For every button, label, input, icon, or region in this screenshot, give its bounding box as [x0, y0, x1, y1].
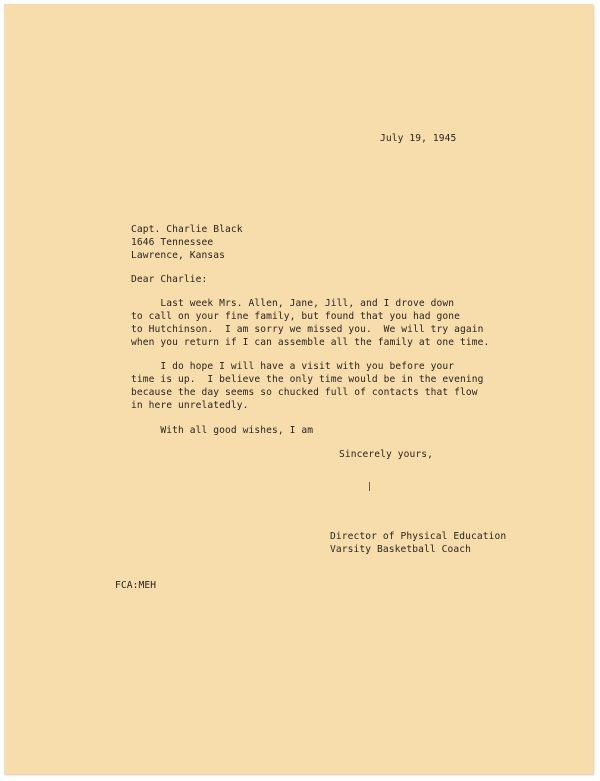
recipient-name: Capt. Charlie Black [131, 224, 243, 235]
paragraph2-line: time is up. I believe the only time would be in the evening [131, 374, 484, 385]
paragraph2-line: because the day seems so chucked full of contacts that flow [131, 387, 478, 398]
signature-title-line: Director of Physical Education [330, 531, 507, 542]
recipient-street: 1646 Tennessee [131, 237, 214, 248]
salutation: Dear Charlie: [131, 274, 208, 285]
recipient-city: Lawrence, Kansas [131, 250, 226, 261]
signature-title-line: Varsity Basketball Coach [330, 544, 472, 555]
paragraph1-line: when you return if I can assemble all the family at one time. [131, 337, 490, 348]
complimentary-close: Sincerely yours, [339, 449, 434, 460]
closing-wishes: With all good wishes, I am [131, 425, 314, 436]
pen-mark [369, 482, 370, 491]
paragraph1-line: to Hutchinson. I am sorry we missed you. We will try again [131, 324, 484, 335]
paragraph2-line: in here unrelatedly. [131, 400, 249, 411]
reference-initials: FCA:MEH [115, 580, 157, 591]
paragraph1-line: to call on your fine family, but found that you had gone [131, 311, 461, 322]
letter-page [4, 4, 593, 774]
paragraph1-line: Last week Mrs. Allen, Jane, Jill, and I drove down [131, 298, 455, 309]
paragraph2-line: I do hope I will have a visit with you before your [131, 361, 455, 372]
letter-date: July 19, 1945 [380, 133, 457, 144]
